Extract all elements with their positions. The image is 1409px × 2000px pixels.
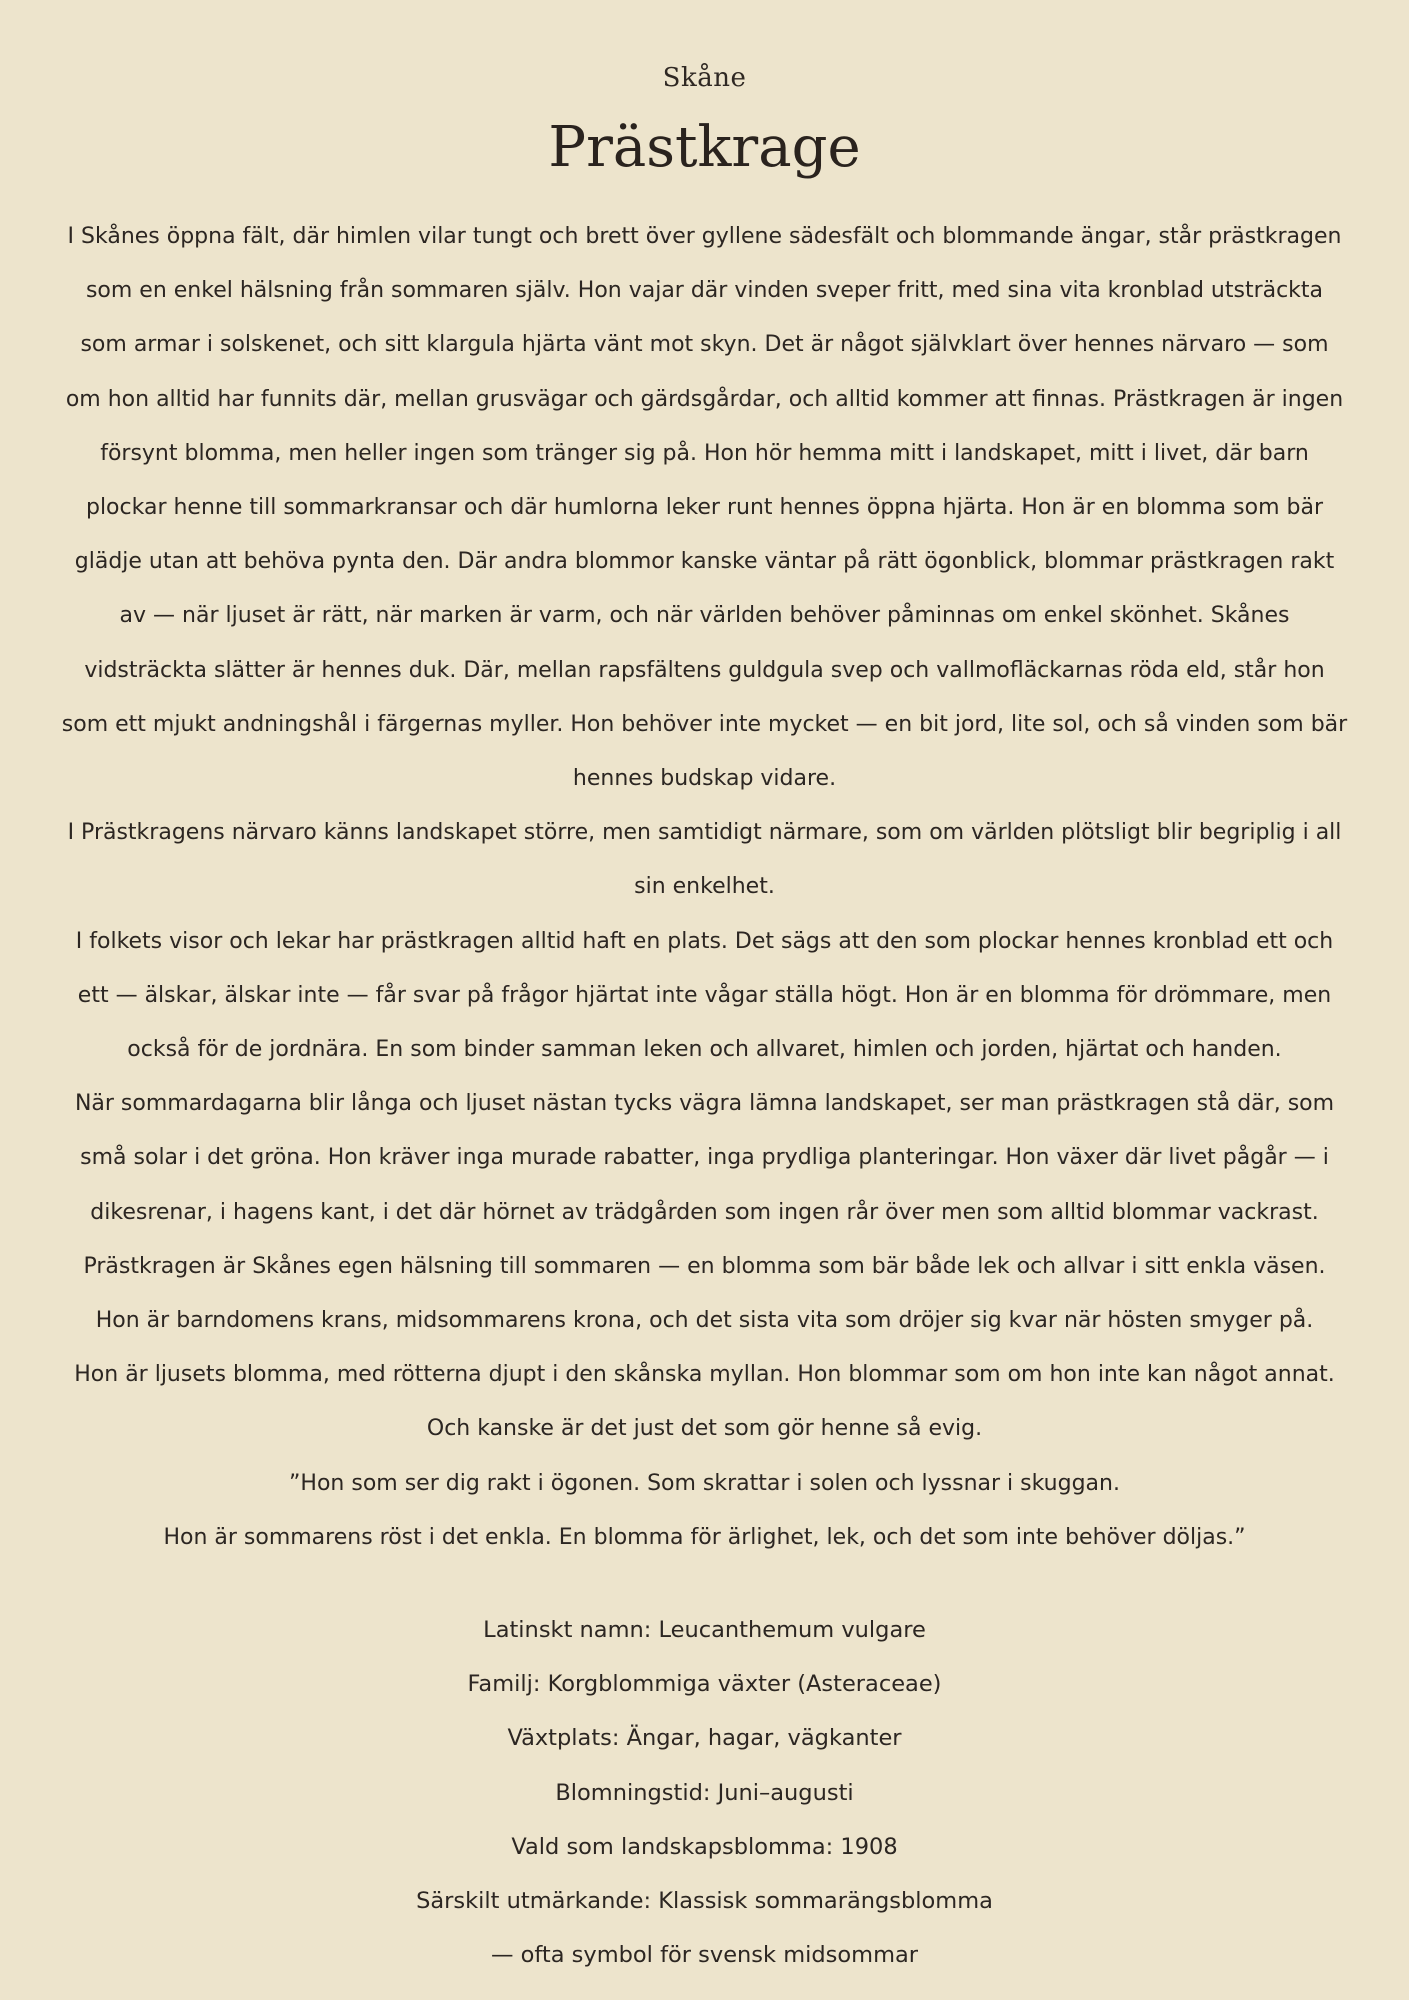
paragraph: Och kanske är det just det som gör henne så evig.	[426, 1416, 983, 1442]
paragraph: Hon är ljusets blomma, med rötterna djupt i den skånska myllan. Hon blommar som om hon inte kan något annat.	[74, 1362, 1335, 1388]
paragraph: När sommardagarna blir långa och ljuset nästan tycks vägra lämna landskapet, ser man prästkragen stå där, som små solar i det gröna. Hon kräver inga murade rabatter, inga prydliga planteringar. Hon växer där livet pågår — i dikesrenar, i hagens kant, i det där hörnet av trädgården som ingen rår över men som alltid blommar vackrast.	[74, 1091, 1335, 1225]
page-title: Prästkrage	[548, 115, 861, 180]
fact-family: Familj: Korgblommiga växter (Asteraceae)	[467, 1671, 942, 1698]
fact-bloom-time: Blomningstid: Juni–augusti	[555, 1779, 854, 1806]
region-heading: Skåne	[662, 63, 747, 93]
fact-habitat: Växtplats: Ängar, hagar, vägkanter	[507, 1725, 902, 1752]
paragraph: I folkets visor och lekar har prästkragen alltid haft en plats. Det sägs att den som plockar hennes kronblad ett och ett — älskar, älskar inte — får svar på frågor hjärtat inte vågar ställa högt. Hon är en blomma för drömmare, men också för de jordnära. En som binder samman leken och allvaret, himlen och jorden, hjärtat och handen.	[75, 928, 1334, 1063]
quote-line: Hon är sommarens röst i det enkla. En blomma för ärlighet, lek, och det som inte behöver döljas.”	[163, 1524, 1246, 1550]
fact-latin-name: Latinskt namn: Leucanthemum vulgare	[483, 1617, 926, 1644]
paragraph: Prästkragen är Skånes egen hälsning till sommaren — en blomma som bär både lek och allvar i sitt enkla väsen.	[83, 1253, 1326, 1279]
paragraph: Hon är barndomens krans, midsommarens krona, och det sista vita som dröjer sig kvar när hösten smyger på.	[95, 1308, 1314, 1334]
fact-distinctive: Särskilt utmärkande: Klassisk sommarängsblomma	[416, 1888, 993, 1915]
facts-block	[60, 1603, 1349, 1982]
quote-line: ”Hon som ser dig rakt i ögonen. Som skrattar i solen och lyssnar i skuggan.	[289, 1470, 1120, 1496]
fact-chosen-year: Vald som landskapsblomma: 1908	[511, 1833, 898, 1860]
body-text	[60, 210, 1349, 1565]
paragraph: I Skånes öppna fält, där himlen vilar tungt och brett över gyllene sädesfält och blommande ängar, står prästkragen som en enkel hälsning från sommaren själv. Hon vajar där vinden sveper fritt, med sina vita kronblad utsträckta som armar i solskenet, och sitt klargula hjärta vänt mot skyn. Det är något självklart över hennes närvaro — som om hon alltid har funnits där, mellan grusvägar och gärdsgårdar, och alltid kommer att finnas. Prästkragen är ingen försynt blomma, men heller ingen som tränger sig på. Hon hör hemma mitt i landskapet, mitt i livet, där barn plockar henne till sommarkransar och där humlorna leker runt hennes öppna hjärta. Hon är en blomma som bär glädje utan att behöva pynta den. Där andra blommor kanske väntar på rätt ögonblick, blommar prästkragen rakt av — när ljuset är rätt, när marken är varm, och när världen behöver påminnas om enkel skönhet. Skånes vidsträckta slätter är hennes duk. Där, mellan rapsfältens guldgula svep och vallmofläckarnas röda eld, står hon som ett mjukt andningshål i färgernas myller. Hon behöver inte mycket — en bit jord, lite sol, och så vinden som bär hennes budskap vidare.	[61, 224, 1348, 792]
fact-distinctive-cont: — ofta symbol för svensk midsommar	[490, 1942, 919, 1969]
paragraph: I Prästkragens närvaro känns landskapet större, men samtidigt närmare, som om världen plötsligt blir begriplig i all sin enkelhet.	[67, 820, 1342, 900]
page	[60, 58, 1349, 1983]
